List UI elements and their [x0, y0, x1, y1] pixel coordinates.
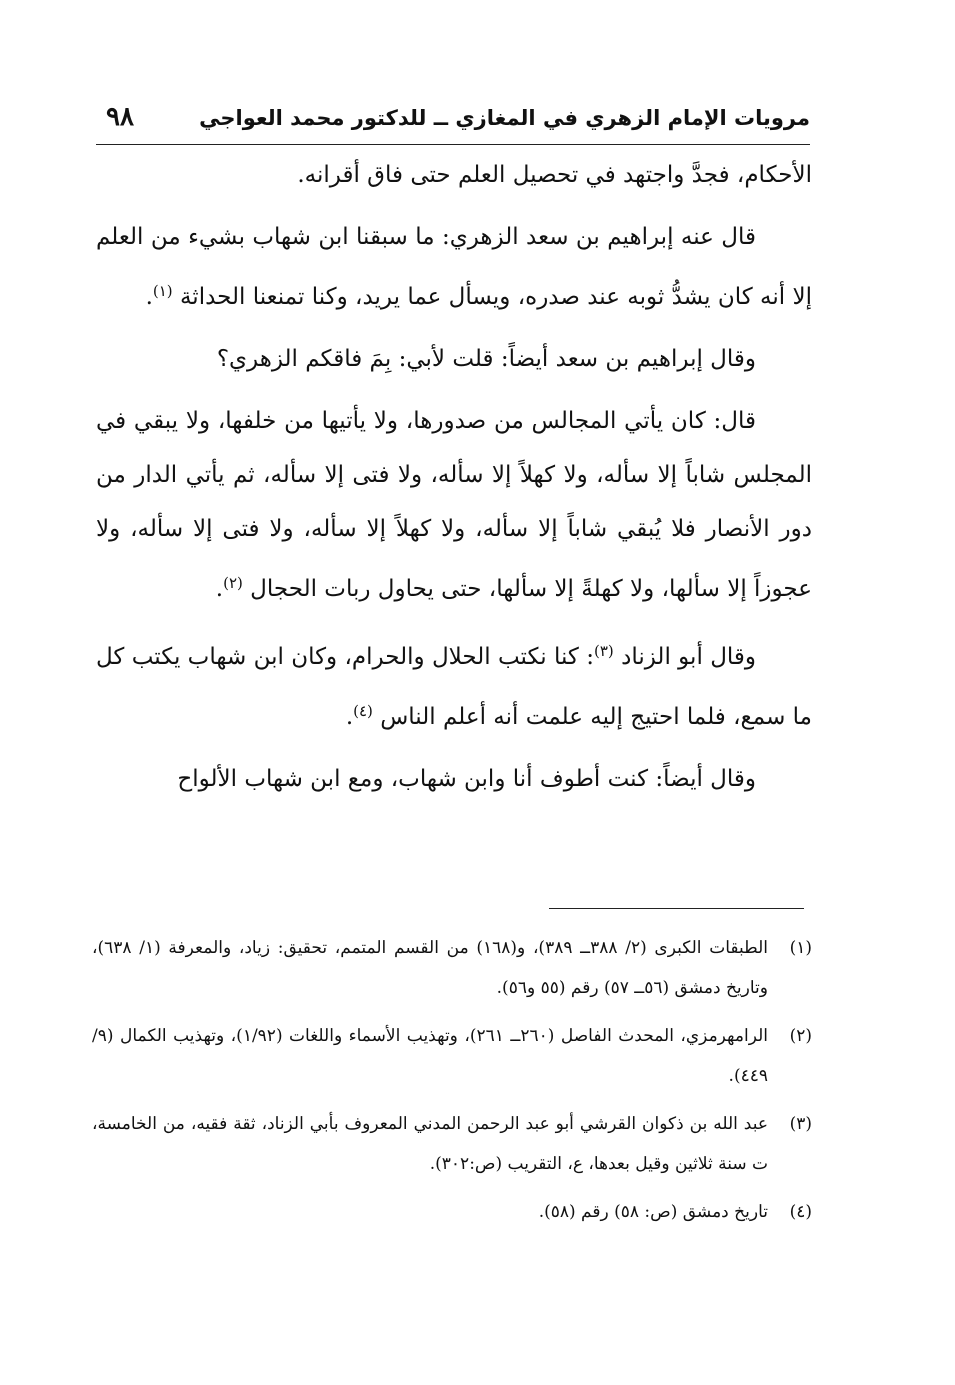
paragraph-text: وقال إبراهيم بن سعد أيضاً: قلت لأبي: بِمَ فاقكم الزهري؟: [216, 346, 756, 372]
paragraph-text: الأحكام، فجدَّ واجتهد في تحصيل العلم حتى فاق أقرانه.: [297, 162, 812, 188]
paragraph-4: قال: كان يأتي المجالس من صدورها، ولا يأتيها من خلفها، ولا يبقي في المجلس شاباً إلا سأله، ولا كهلاً إلا سأله، ولا فتى إلا سأله، ثم يأتي الدار من دور الأنصار فلا يُبقي شاباً إلا سأله، ولا كهلاً إلا سأله، ولا فتى إلا سأله، ولا عجوزاً إلا سألها، ولا كهلةً إلا سألها، حتى يحاول ربات الحجال $^{(٢)}$.: [96, 408, 812, 602]
footnote-2: [92, 1016, 812, 1096]
paragraph-text: : كنا نكتب الحلال والحرام، وكان ابن شهاب يكتب كل ما سمع، فلما احتيج إليه علمت أنه أعلم الناس: [96, 644, 812, 730]
footnote-text: الطبقات الكبرى (٢/ ٣٨٨ــ ٣٨٩)، و(١٦٨) من القسم المتمم، تحقيق: زياد، والمعرفة (١/ ٦٣٨)، وتاريخ دمشق (٥٦ــ ٥٧) رقم (٥٥ و٥٦).: [92, 938, 768, 998]
paragraph-2: قال عنه إبراهيم بن سعد الزهري: ما سبقنا ابن شهاب بشيء من العلم إلا أنه كان يشدُّ ثوبه عند صدره، ويسأل عما يريد، وكنا تمنعنا الحداثة $^{(١)}$.: [96, 224, 812, 310]
footnote-4: [92, 1192, 812, 1232]
footnote-3: [92, 1104, 812, 1184]
paragraph-5: وقال أبو الزناد $^{(٣)}$: كنا نكتب الحلال والحرام، وكان ابن شهاب يكتب كل ما سمع، فلما احتيج إليه علمت أنه أعلم الناس $^{(٤)}$.: [96, 642, 812, 730]
footnote-ref[interactable]: (١): [152, 282, 173, 300]
running-title: مرويات الإمام الزهري في المغازي ــ للدكتور محمد العواجي: [199, 106, 810, 130]
footnote-text: تاريخ دمشق (ص: ٥٨) رقم (٥٨).: [538, 1202, 768, 1222]
paragraph-1: [96, 148, 812, 202]
footnote-ref[interactable]: (٢): [223, 574, 243, 592]
page-header: [96, 100, 810, 145]
main-text: [96, 148, 812, 814]
paragraph-6: [96, 752, 812, 806]
footnote-number: (١): [789, 938, 812, 958]
footnotes: [92, 928, 812, 1240]
footnote-number: (٤): [789, 1202, 812, 1222]
footnote-number: (٣): [789, 1114, 812, 1134]
paragraph-text: قال: كان يأتي المجالس من صدورها، ولا يأتيها من خلفها، ولا يبقي في المجلس شاباً إلا سأله، ولا كهلاً إلا سأله، ولا فتى إلا سأله، ثم يأتي الدار من دور الأنصار فلا يُبقي شاباً إلا سأله، ولا كهلاً إلا سأله، ولا فتى إلا سأله، ولا عجوزاً إلا سألها، ولا كهلةً إلا سألها، حتى يحاول ربات الحجال: [96, 408, 812, 602]
footnote-separator: [549, 908, 804, 909]
paragraph-text: وقال أبو الزناد: [621, 644, 757, 670]
paragraph-text: وقال أيضاً: كنت أطوف أنا وابن شهاب، ومع ابن شهاب الألواح: [177, 766, 756, 792]
footnote-ref[interactable]: (٣): [593, 642, 614, 660]
footnote-text: عبد الله بن ذكوان القرشي أبو عبد الرحمن المدني المعروف بأبي الزناد، ثقة فقيه، من الخامسة، ت سنة ثلاثين وقيل بعدها، ع، التقريب (ص:٣٠٢).: [92, 1114, 768, 1174]
footnote-text: الرامهرمزي، المحدث الفاصل (٢٦٠ــ ٢٦١)، وتهذيب الأسماء واللغات (١/٩٢)، وتهذيب الكمال (٩/ ٤٤٩).: [92, 1026, 768, 1086]
footnote-number: (٢): [789, 1026, 812, 1046]
paragraph-text: قال عنه إبراهيم بن سعد الزهري: ما سبقنا ابن شهاب بشيء من العلم إلا أنه كان يشدُّ ثوبه عند صدره، ويسأل عما يريد، وكنا تمنعنا الحداثة: [96, 224, 812, 310]
page-number: ٩٨: [106, 102, 134, 132]
footnote-ref[interactable]: (٤): [353, 702, 373, 720]
footnote-1: [92, 928, 812, 1008]
paragraph-3: [96, 332, 812, 386]
